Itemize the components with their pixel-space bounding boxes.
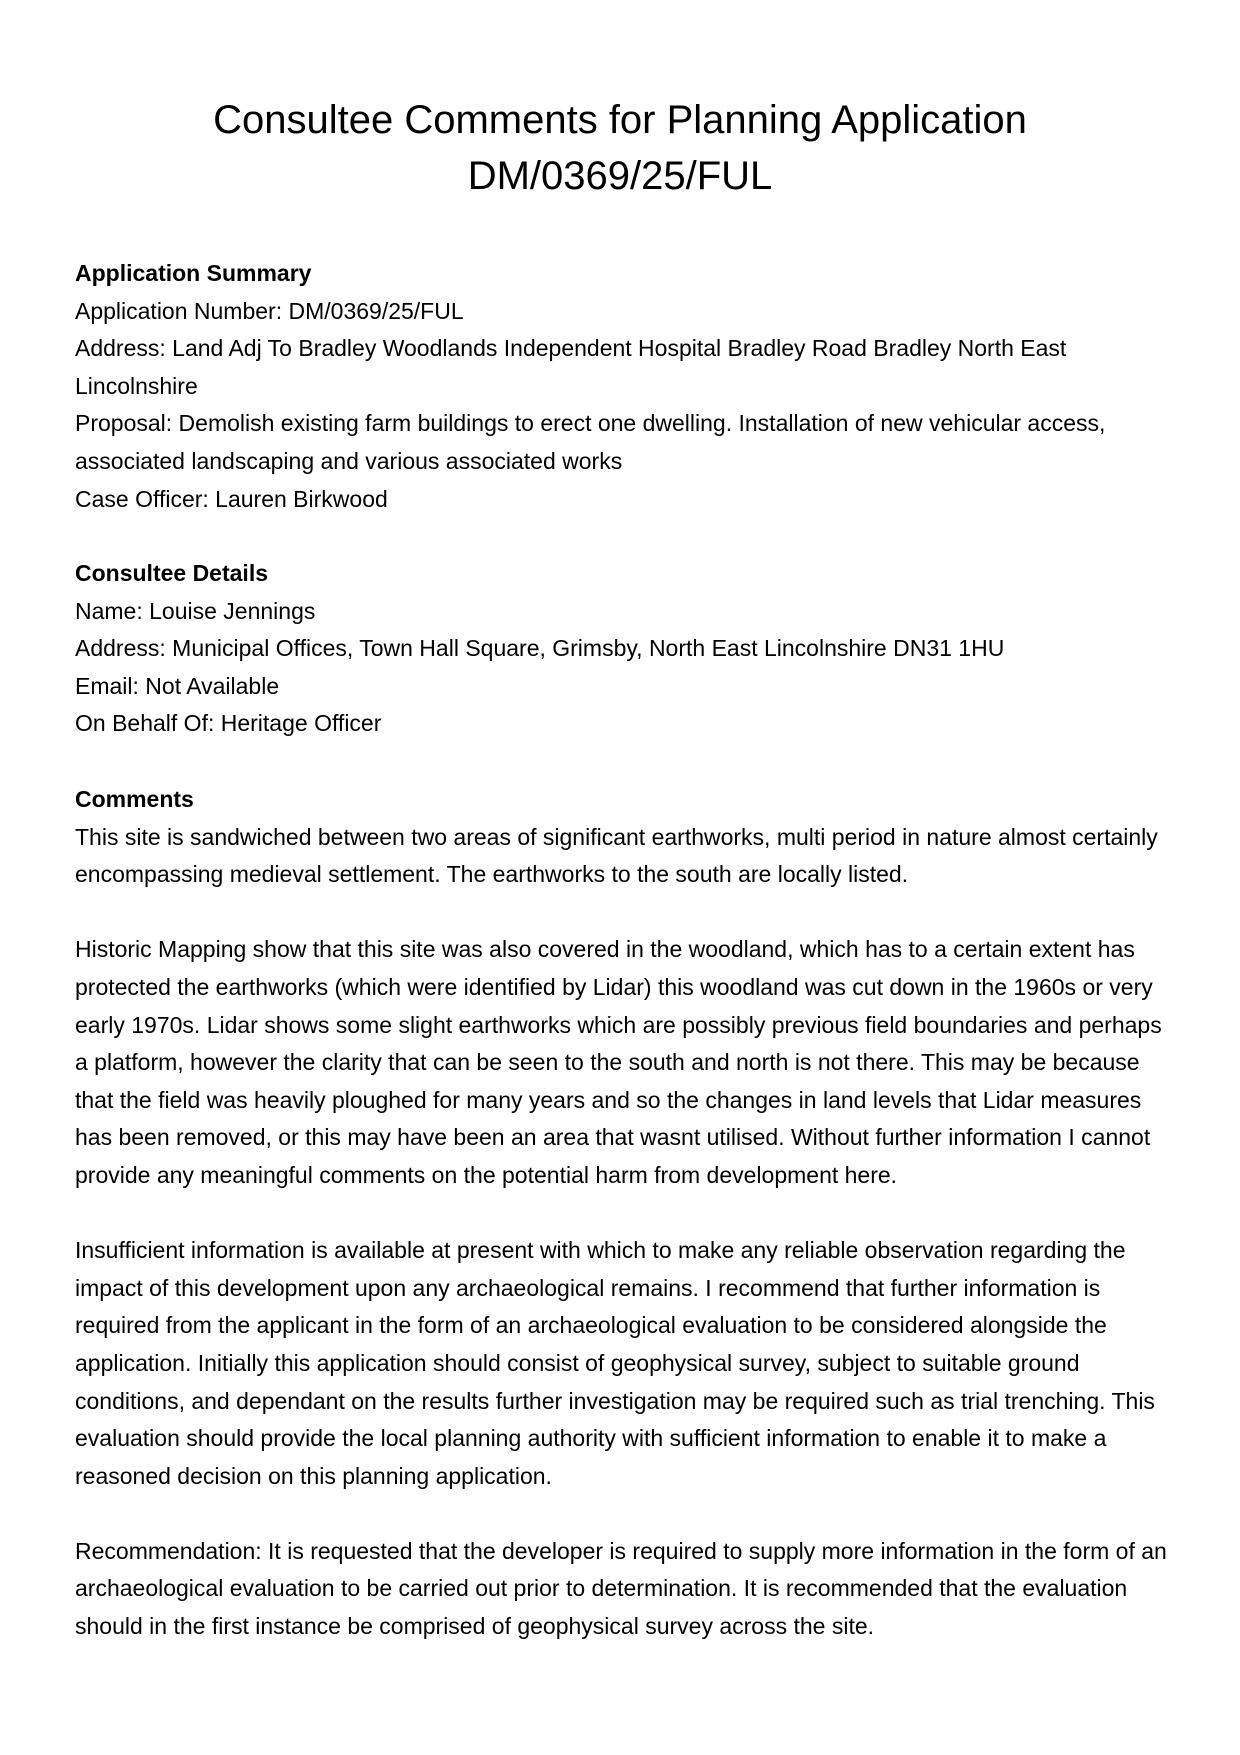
- comment-paragraph: Insufficient information is available at present with which to make any reliable observation regarding the impact of this development upon any archaeological remains. I recommend that further information is required from the applicant in the form of an archaeological evaluation to be considered alongside the application. Initially this application should consist of geophysical survey, subject to suitable ground conditions, and dependant on the results further investigation may be required such as trial trenching. This evaluation should provide the local planning authority with sufficient information to enable it to make a reasoned decision on this planning application.: [75, 1237, 1155, 1489]
- comment-paragraph: Recommendation: It is requested that the developer is required to supply more information in the form of an archaeological evaluation to be carried out prior to determination. It is recommended that the evaluation should in the first instance be comprised of geophysical survey across the site.: [75, 1537, 1167, 1640]
- consultee-on-behalf-of: On Behalf Of: Heritage Officer: [75, 710, 382, 737]
- comment-paragraph: Historic Mapping show that this site was also covered in the woodland, which has to a certain extent has protected the earthworks (which were identified by Lidar) this woodland was cut down in the 1960s or very early 1970s. Lidar shows some slight earthworks which are possibly previous field boundaries and perhaps a platform, however the clarity that can be seen to the south and north is not there. This may be because that the field was heavily ploughed for many years and so the changes in land levels that Lidar measures has been removed, or this may have been an area that wasnt utilised. Without further information I cannot provide any meaningful comments on the potential harm from development here.: [75, 936, 1162, 1188]
- consultee-email: Email: Not Available: [75, 672, 280, 699]
- case-officer: Case Officer: Lauren Birkwood: [75, 485, 388, 512]
- consultee-details-section: [75, 555, 1175, 743]
- comments-heading: Comments: [75, 786, 194, 812]
- comment-paragraph: This site is sandwiched between two areas of significant earthworks, multi period in nature almost certainly encompassing medieval settlement. The earthworks to the south are locally listed.: [75, 823, 1158, 888]
- page-title: [0, 92, 1240, 204]
- application-address: Address: Land Adj To Bradley Woodlands Independent Hospital Bradley Road Bradley North East Lincolnshire: [75, 335, 1067, 399]
- consultee-details-heading: Consultee Details: [75, 560, 268, 586]
- comments-section: [75, 781, 1175, 1683]
- application-number: Application Number: DM/0369/25/FUL: [75, 297, 464, 324]
- title-line-1: Consultee Comments for Planning Application: [213, 98, 1027, 142]
- application-summary-heading: Application Summary: [75, 260, 312, 286]
- title-line-2: DM/0369/25/FUL: [467, 154, 773, 198]
- consultee-address: Address: Municipal Offices, Town Hall Square, Grimsby, North East Lincolnshire DN31 1HU: [75, 635, 1005, 662]
- application-summary-section: [75, 255, 1175, 518]
- application-proposal: Proposal: Demolish existing farm buildings to erect one dwelling. Installation of new vehicular access, associated landscaping and various associated works: [75, 410, 1106, 474]
- consultee-name: Name: Louise Jennings: [75, 597, 316, 624]
